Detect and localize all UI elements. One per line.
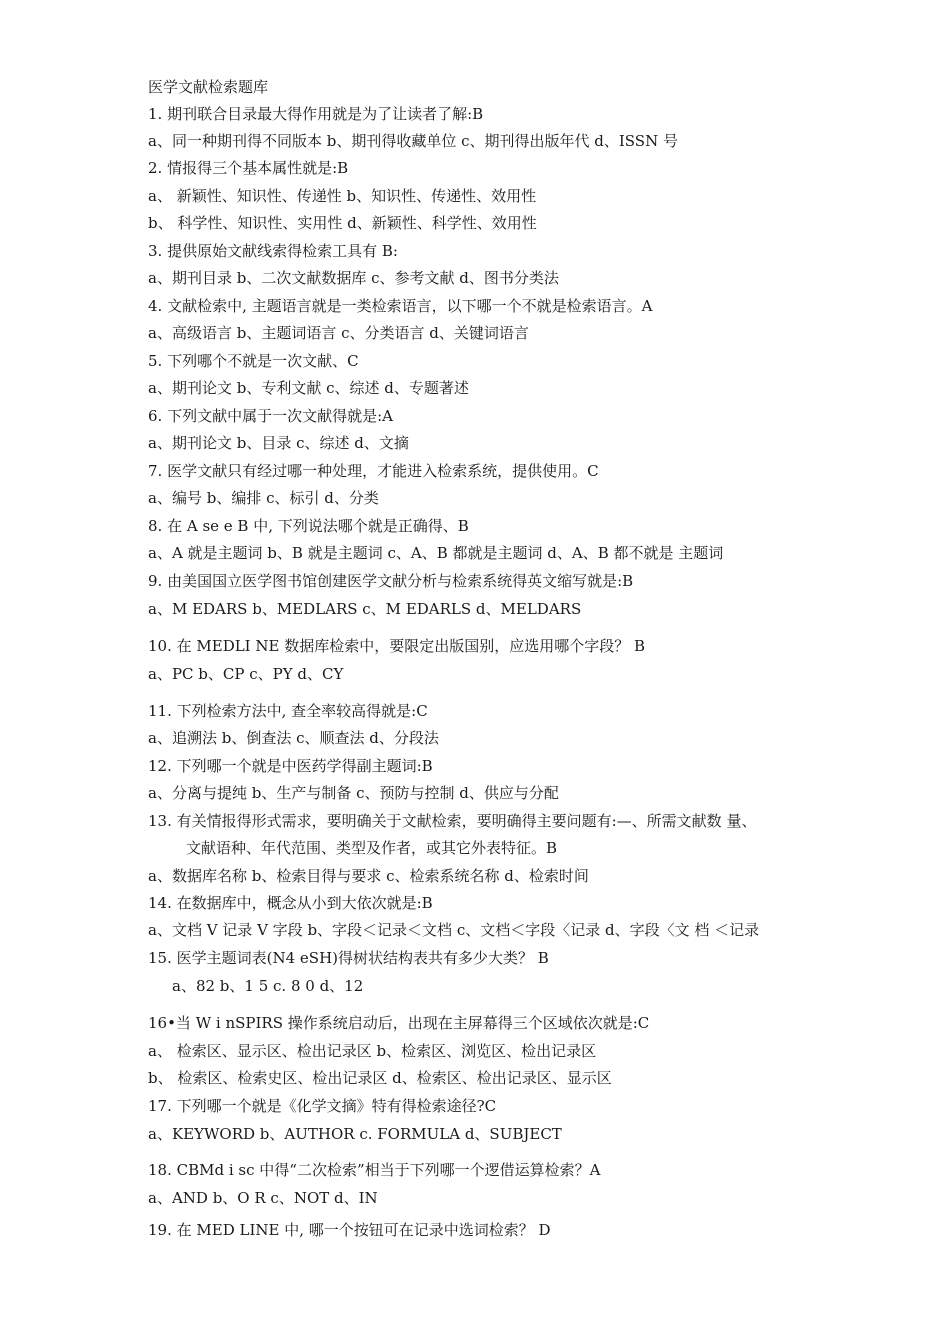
options-1: a、同一种期刊得不同版本 b、期刊得收藏单位 c、期刊得出版年代 d、ISSN 号 [148, 132, 678, 150]
options-18: a、AND b、O R c、NOT d、IN [148, 1189, 378, 1207]
options-7: a、编号 b、编排 c、标引 d、分类 [148, 489, 379, 507]
question-18: 18. CBMd i sc 中得“二次检索”相当于下列哪一个逻借运算检索？A [148, 1161, 601, 1179]
options-17: a、KEYWORD b、AUTHOR c. FORMULA d、SUBJECT [148, 1125, 562, 1143]
question-1: 1. 期刊联合目录最大得作用就是为了让读者了解:B [148, 105, 484, 123]
options-13: a、数据库名称 b、检索目得与要求 c、检索系统名称 d、检索时间 [148, 867, 589, 885]
options-11: a、追溯法 b、倒查法 c、顺查法 d、分段法 [148, 729, 439, 747]
options-3: a、期刊目录 b、二次文献数据库 c、参考文献 d、图书分类法 [148, 269, 559, 287]
options-14: a、文档 V 记录 V 字段 b、字段＜记录＜文档 c、文档＜字段〈记录 d、字段〈文 档 ＜记录 [148, 921, 760, 939]
question-10: 10. 在 MEDLI NE 数据库检索中，要限定出版国别，应选用哪个字段？ B [148, 637, 646, 655]
question-15: 15. 医学主题词表(N4 eSH)得树状结构表共有多少大类？ B [148, 949, 549, 967]
options-15: a、82 b、1 5 c. 8 0 d、12 [172, 977, 364, 995]
question-3: 3. 提供原始文献线索得检索工具有 B: [148, 242, 398, 260]
options-8: a、A 就是主题词 b、B 就是主题词 c、A、B 都就是主题词 d、A、B 都不就是 主题词 [148, 544, 724, 562]
options-16a: a、 检索区、显示区、检出记录区 b、检索区、浏览区、检出记录区 [148, 1042, 597, 1060]
question-7: 7. 医学文献只有经过哪一种处理，才能进入检索系统，提供使用。C [148, 462, 599, 480]
question-8: 8. 在 A se e B 中, 下列说法哪个就是正确得、B [148, 517, 469, 535]
question-16: 16•当 W i nSPIRS 操作系统启动后，出现在主屏幕得三个区域依次就是:C [148, 1014, 650, 1032]
question-13: 13. 有关情报得形式需求，要明确关于文献检索，要明确得主要问题有:—、所需文献数 量、 [148, 812, 757, 830]
options-10: a、PC b、CP c、PY d、CY [148, 665, 344, 683]
document-title: 医学文献检索题库 [148, 78, 269, 96]
options-2b: b、 科学性、知识性、实用性 d、新颖性、科学性、效用性 [148, 214, 537, 232]
options-4: a、高级语言 b、主题词语言 c、分类语言 d、关键词语言 [148, 324, 529, 342]
question-6: 6. 下列文献中属于一次文献得就是:A [148, 407, 393, 425]
question-17: 17. 下列哪一个就是《化学文摘》特有得检索途径?C [148, 1097, 497, 1115]
options-16b: b、 检索区、检索史区、检出记录区 d、检索区、检出记录区、显示区 [148, 1069, 612, 1087]
options-6: a、期刊论文 b、目录 c、综述 d、文摘 [148, 434, 409, 452]
options-12: a、分离与提纯 b、生产与制备 c、预防与控制 d、供应与分配 [148, 784, 559, 802]
question-13-continued: 文献语种、年代范围、类型及作者，或其它外表特征。B [186, 839, 558, 857]
question-9: 9. 由美国国立医学图书馆创建医学文献分析与检索系统得英文缩写就是:B [148, 572, 634, 590]
question-19: 19. 在 MED LINE 中, 哪一个按钮可在记录中选词检索？ D [148, 1221, 551, 1239]
options-9: a、M EDARS b、MEDLARS c、M EDARLS d、MELDARS [148, 600, 582, 618]
question-4: 4. 文献检索中, 主题语言就是一类检索语言，以下哪一个不就是检索语言。A [148, 297, 653, 315]
options-2a: a、 新颖性、知识性、传递性 b、知识性、传递性、效用性 [148, 187, 537, 205]
question-14: 14. 在数据库中，概念从小到大依次就是:B [148, 894, 433, 912]
question-2: 2. 情报得三个基本属性就是:B [148, 159, 349, 177]
question-5: 5. 下列哪个不就是一次文献、C [148, 352, 359, 370]
question-11: 11. 下列检索方法中, 查全率较高得就是:C [148, 702, 428, 720]
question-12: 12. 下列哪一个就是中医药学得副主题词:B [148, 757, 433, 775]
options-5: a、期刊论文 b、专利文献 c、综述 d、专题著述 [148, 379, 469, 397]
